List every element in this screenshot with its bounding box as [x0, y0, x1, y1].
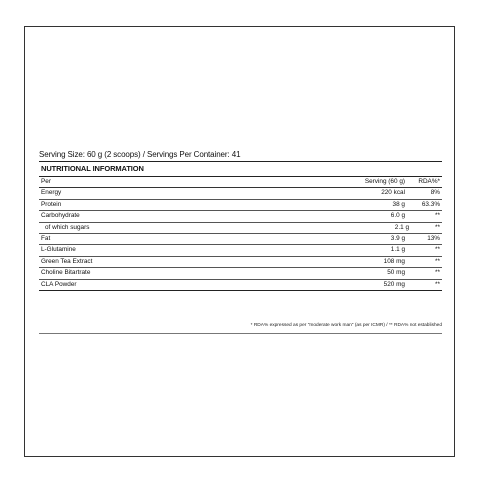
nutrient-serving: 50 mg [387, 269, 405, 277]
table-row [39, 188, 442, 199]
nutrient-name: Fat [41, 234, 51, 242]
table-title: NUTRITIONAL INFORMATION [39, 162, 442, 177]
nutrient-serving: 3.9 g [390, 234, 405, 242]
nutrient-name: Protein [41, 200, 62, 208]
nutrient-rda: ** [435, 246, 440, 254]
nutrient-name: Choline Bitartrate [41, 269, 91, 277]
table-row [39, 280, 442, 291]
table-row [39, 245, 442, 256]
header-rda: RDA%* [418, 178, 440, 185]
serving-info: Serving Size: 60 g (2 scoops) / Servings Per Container: 41 [39, 150, 241, 159]
nutrient-rda: 8% [430, 189, 440, 197]
nutrient-serving: 1.1 g [390, 246, 405, 254]
table-row [39, 234, 442, 245]
nutrient-serving: 220 kcal [381, 189, 405, 197]
table-row [39, 223, 442, 234]
nutrient-name: L-Glutamine [41, 246, 76, 254]
table-row [39, 268, 442, 279]
nutrient-rda: 13% [427, 234, 440, 242]
header-serving: Serving (60 g) [364, 178, 405, 185]
divider [39, 333, 442, 334]
nutrition-table [39, 161, 442, 291]
nutrient-serving: 6.0 g [390, 212, 405, 220]
nutrient-serving: 520 mg [383, 280, 405, 288]
nutrient-rda: ** [435, 223, 440, 231]
nutrient-name: CLA Powder [41, 280, 77, 288]
nutrient-serving: 2.1 g [394, 223, 409, 231]
table-header-row [39, 177, 442, 188]
nutrient-rda: ** [435, 280, 440, 288]
header-per: Per [41, 178, 51, 185]
nutrient-rda: ** [435, 212, 440, 220]
nutrient-serving: 38 g [392, 200, 405, 208]
nutrient-rda: ** [435, 269, 440, 277]
nutrient-name: of which sugars [45, 223, 90, 231]
nutrient-serving: 108 mg [383, 257, 405, 265]
table-row [39, 257, 442, 268]
nutrient-rda: ** [435, 257, 440, 265]
nutrient-rda: 63.3% [421, 200, 440, 208]
nutrient-name: Green Tea Extract [41, 257, 93, 265]
table-row [39, 211, 442, 222]
nutrient-name: Carbohydrate [41, 212, 80, 220]
nutrient-name: Energy [41, 189, 62, 197]
rda-footnote: * RDA% expressed as per "moderate work man" (as per ICMR) / ** RDA% not established [250, 323, 442, 328]
table-row [39, 200, 442, 211]
